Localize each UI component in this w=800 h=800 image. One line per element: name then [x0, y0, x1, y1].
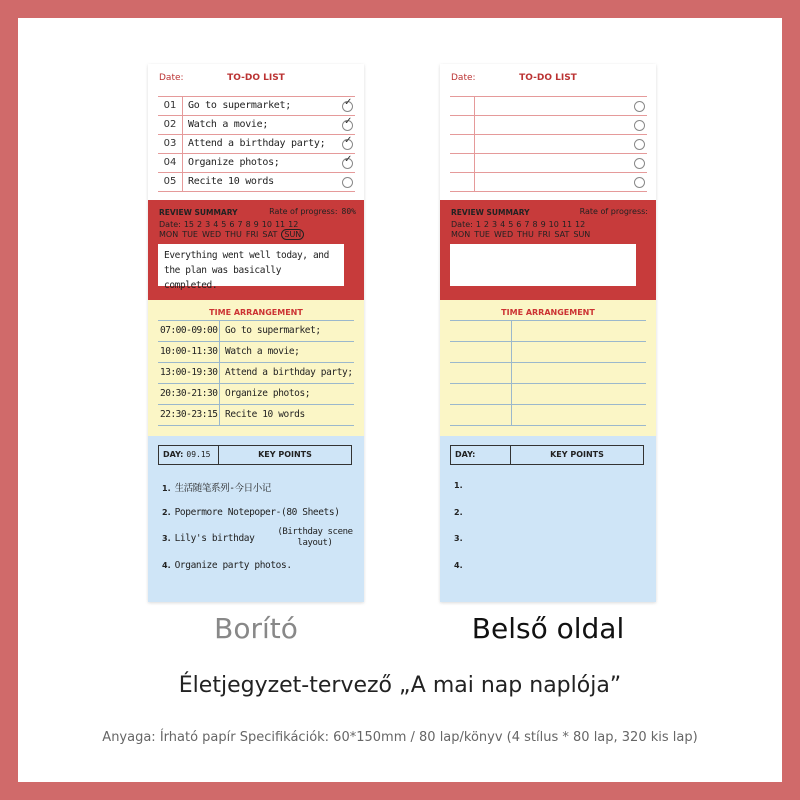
- checked-circle-icon: [342, 120, 353, 131]
- key-point-item-blank: [454, 560, 650, 587]
- date-number: 9: [540, 220, 546, 229]
- time-slot: 22:30-23:15: [158, 405, 220, 425]
- todo-row: [158, 135, 355, 154]
- todo-row-blank: [450, 173, 647, 192]
- empty-circle-icon: [634, 101, 645, 112]
- specification-text: Anyaga: Írható papír Specifikációk: 60*150mm / 80 lap/könyv (4 stílus * 80 lap, 320 kis lap): [102, 730, 698, 745]
- date-number: 3: [492, 220, 498, 229]
- date-number: 4: [213, 220, 219, 229]
- weekday-row: [159, 230, 304, 239]
- date-number: 10: [548, 220, 559, 229]
- key-point-number: 1.: [162, 484, 171, 493]
- todo-text: Watch a movie;: [188, 119, 269, 130]
- key-point-text: Organize party photos.: [174, 559, 292, 571]
- key-points-title: KEY POINTS: [550, 450, 604, 459]
- todo-list: [158, 96, 355, 192]
- day-label: DAY:: [163, 450, 184, 459]
- date-number: 11: [274, 220, 286, 229]
- time-row-blank: [450, 320, 646, 342]
- checked-circle-icon: [342, 139, 353, 150]
- inner-page-label: Belső oldal: [471, 612, 625, 645]
- todo-title: TO-DO LIST: [227, 73, 285, 83]
- review-section: [440, 200, 656, 300]
- key-point-item: [162, 480, 358, 507]
- weekday: WED: [201, 230, 222, 239]
- day-value: 09.15: [186, 450, 211, 459]
- todo-row-blank: [450, 135, 647, 154]
- weekday: WED: [493, 230, 514, 239]
- weekday: TUE: [474, 230, 490, 239]
- review-note-line: Everything went well today, and: [164, 250, 329, 261]
- todo-row: [158, 116, 355, 135]
- time-arrangement-section: [440, 300, 656, 436]
- key-point-number: 4.: [162, 560, 171, 570]
- key-point-text: Popermore Notepoper-(80 Sheets): [174, 506, 340, 518]
- date-number: 7: [237, 220, 243, 229]
- date-number: 8: [245, 220, 251, 229]
- checked-circle-icon: [342, 101, 353, 112]
- day-field: [159, 446, 219, 464]
- todo-number: 05: [158, 173, 183, 191]
- empty-circle-icon: [634, 177, 645, 188]
- weekday: FRI: [537, 230, 551, 239]
- date-number: 15: [183, 220, 195, 229]
- time-task: Recite 10 words: [225, 409, 305, 420]
- review-note: [158, 244, 344, 291]
- key-points-header: [450, 445, 644, 465]
- weekday: THU: [517, 230, 534, 239]
- key-point-note: (Birthday scene layout): [277, 527, 353, 548]
- todo-number-blank: [450, 173, 475, 191]
- key-point-number: 1.: [454, 481, 463, 490]
- date-number: 1: [475, 220, 481, 229]
- date-number: 5: [221, 220, 227, 229]
- todo-number: 01: [158, 97, 183, 115]
- time-arrangement-title: TIME ARRANGEMENT: [501, 308, 595, 317]
- day-label: DAY:: [455, 450, 476, 459]
- todo-row: [158, 173, 355, 192]
- time-row-blank: [450, 405, 646, 426]
- todo-row-blank: [450, 96, 647, 116]
- weekday: SUN: [573, 230, 591, 239]
- todo-date-label: Date:: [451, 73, 476, 83]
- empty-circle-icon: [634, 139, 645, 150]
- time-row-blank: [450, 384, 646, 405]
- key-points-title: KEY POINTS: [258, 450, 312, 459]
- key-point-item-blank: [454, 533, 650, 560]
- key-points-list: [162, 480, 358, 586]
- time-slot: 13:00-19:30: [158, 363, 220, 383]
- progress-rate-label: Rate of progress:: [579, 207, 648, 216]
- empty-circle-icon: [342, 177, 353, 188]
- time-row: [158, 320, 354, 342]
- todo-text: Recite 10 words: [188, 176, 274, 187]
- cover-label: Borító: [214, 612, 298, 645]
- progress-rate: [580, 207, 648, 216]
- time-task: Watch a movie;: [225, 346, 300, 357]
- date-number: 8: [532, 220, 538, 229]
- time-arrangement-title: TIME ARRANGEMENT: [209, 308, 303, 317]
- time-slot: 20:30-21:30: [158, 384, 220, 404]
- time-slot-blank: [450, 321, 512, 341]
- key-point-number: 2.: [454, 507, 463, 517]
- date-number: 6: [229, 220, 235, 229]
- time-task: Organize photos;: [225, 388, 311, 399]
- checked-circle-icon: [342, 158, 353, 169]
- review-section: [148, 200, 364, 300]
- weekday: THU: [225, 230, 242, 239]
- todo-number: 02: [158, 116, 183, 134]
- time-row-blank: [450, 342, 646, 363]
- key-point-number: 3.: [162, 534, 171, 543]
- todo-date-label: Date:: [159, 73, 184, 83]
- date-number: 2: [483, 220, 490, 229]
- date-number: 12: [575, 220, 586, 229]
- date-number: 2: [197, 220, 203, 229]
- key-point-number: 2.: [162, 507, 171, 517]
- todo-number-blank: [450, 116, 475, 134]
- empty-circle-icon: [634, 158, 645, 169]
- cover-notepad: [148, 64, 364, 602]
- weekday: SAT: [262, 230, 278, 239]
- date-number: 10: [261, 220, 272, 229]
- date-label: Date:: [159, 220, 181, 229]
- date-number: 5: [508, 220, 514, 229]
- todo-row: [158, 154, 355, 173]
- todo-row-blank: [450, 154, 647, 173]
- review-title: REVIEW SUMMARY: [159, 208, 238, 217]
- key-point-item: [162, 560, 358, 587]
- date-number: 9: [253, 220, 259, 229]
- key-point-item: [162, 527, 358, 560]
- time-row: [158, 405, 354, 426]
- todo-row-blank: [450, 116, 647, 135]
- progress-rate: [269, 207, 356, 216]
- todo-title: TO-DO LIST: [519, 73, 577, 83]
- todo-number-blank: [450, 154, 475, 172]
- review-note-line: the plan was basically completed.: [164, 265, 282, 291]
- date-number: 6: [516, 220, 522, 229]
- date-number: 4: [500, 220, 506, 229]
- date-number: 11: [561, 220, 573, 229]
- time-slot: 07:00-09:00: [158, 321, 220, 341]
- time-row-blank: [450, 363, 646, 384]
- key-point-item-blank: [454, 480, 650, 507]
- time-grid: [158, 320, 354, 426]
- time-row: [158, 384, 354, 405]
- inner-notepad: [440, 64, 656, 602]
- review-title: REVIEW SUMMARY: [451, 208, 530, 217]
- todo-text: Go to supermarket;: [188, 100, 291, 111]
- date-numbers: [159, 220, 301, 229]
- progress-rate-label: Rate of progress:: [269, 207, 338, 216]
- product-title: Életjegyzet-tervező „A mai nap naplója”: [178, 673, 622, 698]
- weekday: FRI: [245, 230, 259, 239]
- key-point-number: 4.: [454, 560, 463, 570]
- time-slot-blank: [450, 363, 512, 383]
- key-point-text: 生活随笔系列-今日小记: [174, 483, 271, 494]
- todo-number: 03: [158, 135, 183, 153]
- time-task: Attend a birthday party;: [225, 367, 353, 378]
- weekday: TUE: [182, 230, 198, 239]
- weekday: MON: [451, 230, 471, 239]
- time-row: [158, 363, 354, 384]
- key-points-section: [148, 436, 364, 602]
- time-slot-blank: [450, 342, 512, 362]
- key-point-number: 3.: [454, 534, 463, 543]
- todo-section: [148, 64, 364, 200]
- key-points-section: [440, 436, 656, 602]
- todo-row: [158, 96, 355, 116]
- time-grid: [450, 320, 646, 426]
- weekday: SAT: [554, 230, 570, 239]
- todo-text: Attend a birthday party;: [188, 138, 326, 149]
- date-number: 7: [524, 220, 530, 229]
- date-label: Date:: [451, 220, 473, 229]
- progress-rate-value: 80%: [341, 207, 356, 216]
- todo-section: [440, 64, 656, 200]
- time-row: [158, 342, 354, 363]
- weekday-row: [451, 230, 594, 239]
- weekday: MON: [159, 230, 179, 239]
- time-slot: 10:00-11:30: [158, 342, 220, 362]
- time-task: Go to supermarket;: [225, 325, 321, 336]
- time-slot-blank: [450, 405, 512, 425]
- product-frame: [18, 18, 782, 782]
- time-slot-blank: [450, 384, 512, 404]
- weekday: SUN: [281, 229, 304, 240]
- todo-number-blank: [450, 135, 475, 153]
- todo-text: Organize photos;: [188, 157, 280, 168]
- date-numbers: [451, 220, 588, 229]
- key-points-list: [454, 480, 650, 586]
- day-field: [451, 446, 511, 464]
- empty-circle-icon: [634, 120, 645, 131]
- key-points-header: [158, 445, 352, 465]
- time-arrangement-section: [148, 300, 364, 436]
- key-point-text: Lily's birthday: [174, 533, 255, 544]
- review-note-blank: [450, 244, 636, 286]
- key-point-item-blank: [454, 507, 650, 534]
- todo-list: [450, 96, 647, 192]
- todo-number: 04: [158, 154, 183, 172]
- date-number: 12: [288, 220, 299, 229]
- todo-number-blank: [450, 97, 475, 115]
- date-number: 3: [205, 220, 211, 229]
